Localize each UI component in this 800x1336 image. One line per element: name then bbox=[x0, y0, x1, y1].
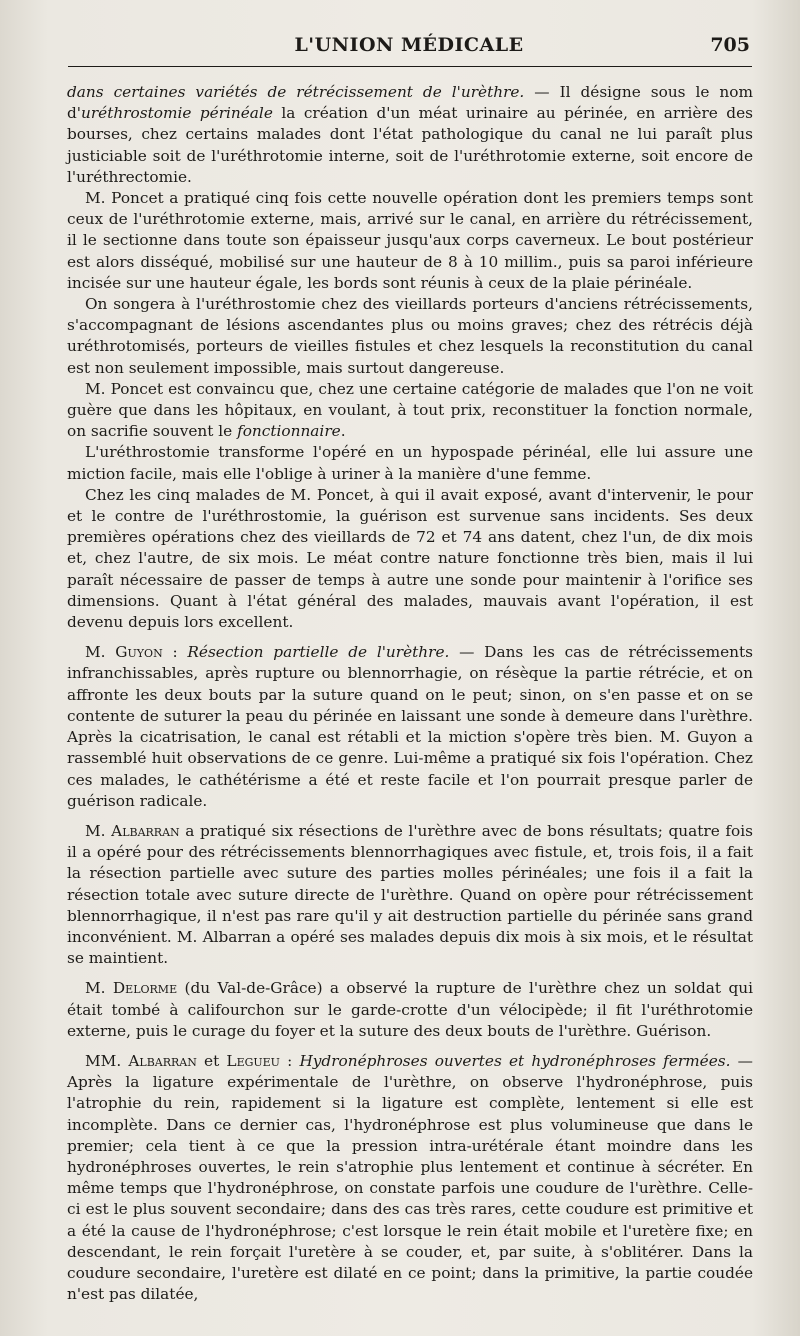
page-header bbox=[68, 30, 750, 64]
author-name: Legueu bbox=[226, 1051, 280, 1070]
section-title: Résection partielle de l'urèthre. bbox=[187, 643, 450, 662]
author-name: Albarran bbox=[111, 821, 180, 840]
author-name: Albarran bbox=[128, 1051, 197, 1070]
term-uréthrostomie: uréthrostomie périnéale bbox=[81, 104, 273, 123]
paragraph-albarran: M. Albarran a pratiqué six résections de l'urèthre avec de bons résultats; quatre fois il a opéré pour des rétrécissements blennorrhagiques avec fistule, et, trois fois, il a fait la résection partielle avec suture des parties molles périnéales; une fois il a fait la résection totale avec suture directe de l'urèthre. Quand on opère pour rétrécissement blennorrhagique, il n'est pas rare qu'il y ait destruction partielle du périnée sans grand inconvénient. M. Albarran a opéré ses malades depuis dix mois à six mois, et le résultat se maintient. bbox=[67, 821, 753, 968]
lead-text: dans certaines variétés de rétrécissement de l'urèthre. bbox=[67, 83, 525, 101]
paragraph-poncet-results: Chez les cinq malades de M. Poncet, à qui il avait exposé, avant d'intervenir, le pour et le contre de l'uréthrostomie, la guérison est survenue sans incidents. Ses deux premières opérations chez des vieillards de 72 et 74 ans datent, chez l'un, de dix mois et, chez l'autre, de six mois. Le méat contre nature fonctionne très bien, mais il lui paraît nécessaire de passer de temps à autre une sonde pour maintenir à l'orifice ses dimensions. Quant à l'état général des malades, mauvais avant l'opération, il est devenu depuis lors excellent. bbox=[67, 485, 753, 632]
paragraph-albarran-legueu: MM. Albarran et Legueu : Hydronéphroses ouvertes et hydronéphroses fermées. — Après la ligature expérimentale de l'urèthre, on observe l'hydronéphrose, puis l'atrophie du rein, rapidement si la ligature est complète, lentement si elle est incomplète. Dans ce dernier cas, l'hydronéphrose est plus volumineuse que dans le premier; cela tient à ce que la pression intra-urétérale étant moindre dans les hydronéphroses ouvertes, le rein s'atrophie plus lentement et continue à sécréter. En même temps que l'hydronéphrose, on constate parfois une coudure de l'urèthre. Celle-ci est le plus souvent secondaire; dans des cas très rares, cette coudure est primitive et a été la cause de l'hydronéphrose; c'est lorsque le rein était mobile et l'uretère fixe; en descendant, le rein forçait l'uretère à se couder, et, par suite, à s'oblitérer. Dans la coudure secondaire, l'uretère est dilaté en ce point; dans la primitive, la partie coudée n'est pas dilatée, bbox=[67, 1051, 753, 1304]
term-fonctionnaire: fonctionnaire bbox=[237, 422, 341, 441]
paragraph-poncet-conviction: M. Poncet est convaincu que, chez une certaine catégorie de malades que l'on ne voit guère que dans les hôpitaux, en voulant, à tout prix, reconstituer la fonction normale, on sacrifie souvent le fonctionnaire. bbox=[67, 379, 753, 441]
article-body bbox=[67, 82, 753, 1305]
paragraph-delorme: M. Delorme (du Val-de-Grâce) a observé la rupture de l'urèthre chez un soldat qui était tombé à califourchon sur le garde-crotte d'un vélocipède; il fit l'uréthrotomie externe, puis le curage du foyer et la suture des deux bouts de l'urèthre. Guérison. bbox=[67, 979, 753, 1040]
author-name: Delorme bbox=[112, 979, 178, 998]
header-rule bbox=[68, 66, 752, 67]
page-number: 705 bbox=[710, 34, 750, 56]
author-name: Guyon bbox=[115, 643, 163, 662]
paragraph-indications: On songera à l'uréthrostomie chez des vieillards porteurs d'anciens rétrécissements, s'accompagnant de lésions ascendantes plus ou moins graves; chez des rétrécis déjà uréthrotomisés, porteurs de vieilles fistules et chez lesquels la reconstitution du canal est non seulement impossible, mais surtout dangereuse. bbox=[67, 295, 753, 377]
running-title: L'UNION MÉDICALE bbox=[294, 34, 524, 56]
paragraph-hypospade: L'uréthrostomie transforme l'opéré en un hypospade périnéal, elle lui assure une miction facile, mais elle l'oblige à uriner à la manière d'une femme. bbox=[67, 443, 753, 483]
paragraph-uréthrostomie-intro: dans certaines variétés de rétrécissement de l'urèthre. — Il désigne sous le nom d'uréthrostomie périnéale la création d'un méat urinaire au périnée, en arrière des bourses, chez certains malades dont l'état pathologique du canal ne lui paraît plus justiciable soit de l'uréthrotomie interne, soit de l'uréthrotomie externe, soit encore de l'uréthrectomie. bbox=[67, 83, 753, 186]
paragraph-guyon: M. Guyon : Résection partielle de l'urèthre. — Dans les cas de rétrécissements infranchissables, après rupture ou blennorrhagie, on résèque la partie rétrécie, et on affronte les deux bouts par la suture quand on le peut; sinon, on s'en passe et on se contente de suturer la peau du périnée en laissant une sonde à demeure dans l'urèthre. Après la cicatrisation, le canal est rétabli et la miction s'opère très bien. M. Guyon a rassemblé huit observations de ce genre. Lui-même a pratiqué six fois l'opération. Chez ces malades, le cathétérisme a été et reste facile et l'on pourrait presque parler de guérison radicale. bbox=[67, 643, 753, 810]
paragraph-poncet-operation: M. Poncet a pratiqué cinq fois cette nouvelle opération dont les premiers temps sont ceux de l'uréthrotomie externe, mais, arrivé sur le canal, en arrière du rétrécissement, il le sectionne dans toute son épaisseur jusqu'aux corps caverneux. Le bout postérieur est alors disséqué, mobilisé sur une hauteur de 8 à 10 millim., puis sa paroi inférieure incisée sur une hauteur égale, les bords sont réunis à ceux de la plaie périnéale. bbox=[67, 189, 753, 292]
section-title: Hydronéphroses ouvertes et hydronéphroses fermées. bbox=[299, 1051, 731, 1070]
